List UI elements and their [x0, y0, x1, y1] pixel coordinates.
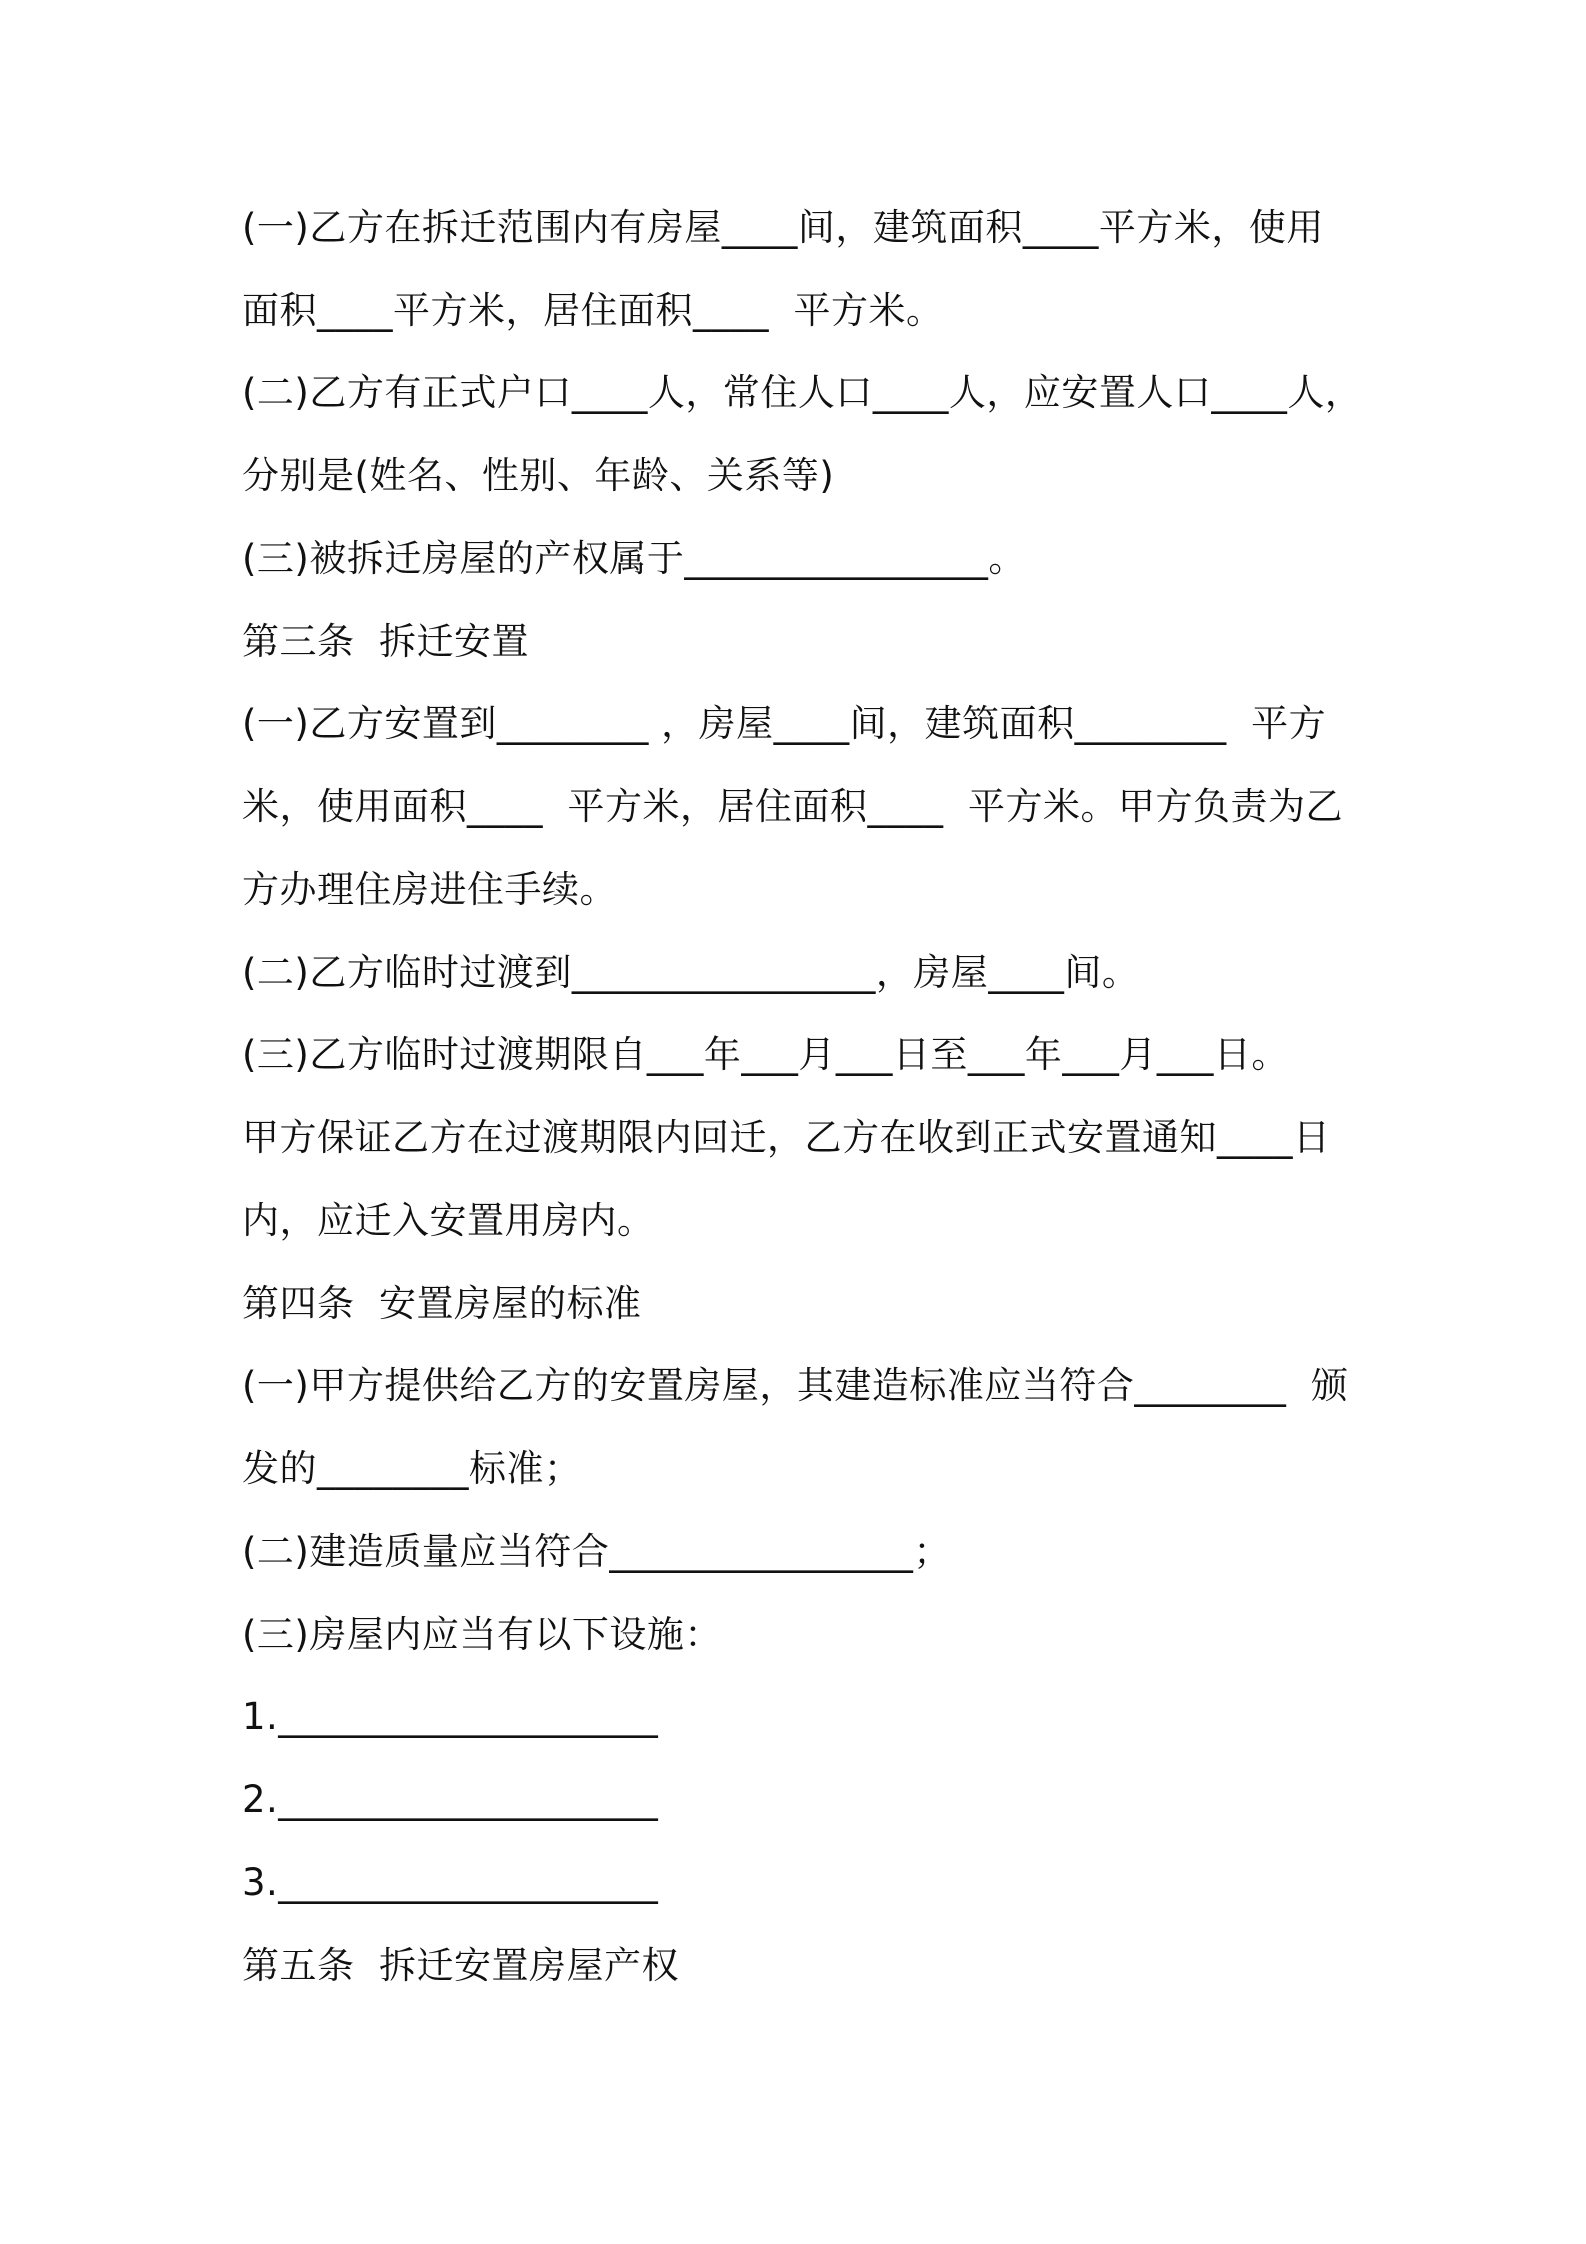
facility-item-1: 1.____________________	[242, 1695, 659, 1738]
clause-2-item-1-line-2: 面积____平方米，居住面积____ 平方米。	[242, 289, 944, 332]
clause-3-item-3-line-2: 甲方保证乙方在过渡期限内回迁，乙方在收到正式安置通知____日	[242, 1116, 1331, 1159]
clause-3-heading: 第三条 拆迁安置	[242, 620, 530, 663]
clause-2-item-1-line-1: (一)乙方在拆迁范围内有房屋____间，建筑面积____平方米，使用	[242, 206, 1324, 249]
facility-item-2: 2.____________________	[242, 1778, 659, 1821]
clause-3-item-3-line-1: (三)乙方临时过渡期限自___年___月___日至___年___月___日。	[242, 1033, 1289, 1076]
clause-2-item-3: (三)被拆迁房屋的产权属于________________。	[242, 537, 1026, 580]
clause-4-item-1-line-2: 发的________标准；	[242, 1447, 582, 1490]
clause-3-item-1-line-3: 方办理住房进住手续。	[242, 868, 617, 911]
clause-5-heading: 第五条 拆迁安置房屋产权	[242, 1944, 680, 1987]
clause-4-item-2: (二)建造质量应当符合________________；	[242, 1530, 951, 1573]
facility-item-3: 3.____________________	[242, 1861, 659, 1904]
clause-4-heading: 第四条 安置房屋的标准	[242, 1282, 642, 1325]
clause-3-item-2: (二)乙方临时过渡到________________，房屋____间。	[242, 951, 1140, 994]
clause-3-item-1-line-2: 米，使用面积____ 平方米，居住面积____ 平方米。甲方负责为乙	[242, 785, 1344, 828]
clause-4-item-1-line-1: (一)甲方提供给乙方的安置房屋，其建造标准应当符合________ 颁	[242, 1364, 1349, 1407]
clause-3-item-1-line-1: (一)乙方安置到________ ，房屋____间，建筑面积________ 平方	[242, 702, 1327, 745]
clause-4-item-3: (三)房屋内应当有以下设施：	[242, 1613, 722, 1656]
clause-2-item-2-line-1: (二)乙方有正式户口____人，常住人口____人，应安置人口____人，	[242, 371, 1363, 414]
clause-2-item-2-line-2: 分别是(姓名、性别、年龄、关系等)	[242, 454, 835, 497]
clause-3-item-3-line-3: 内，应迁入安置用房内。	[242, 1199, 655, 1242]
